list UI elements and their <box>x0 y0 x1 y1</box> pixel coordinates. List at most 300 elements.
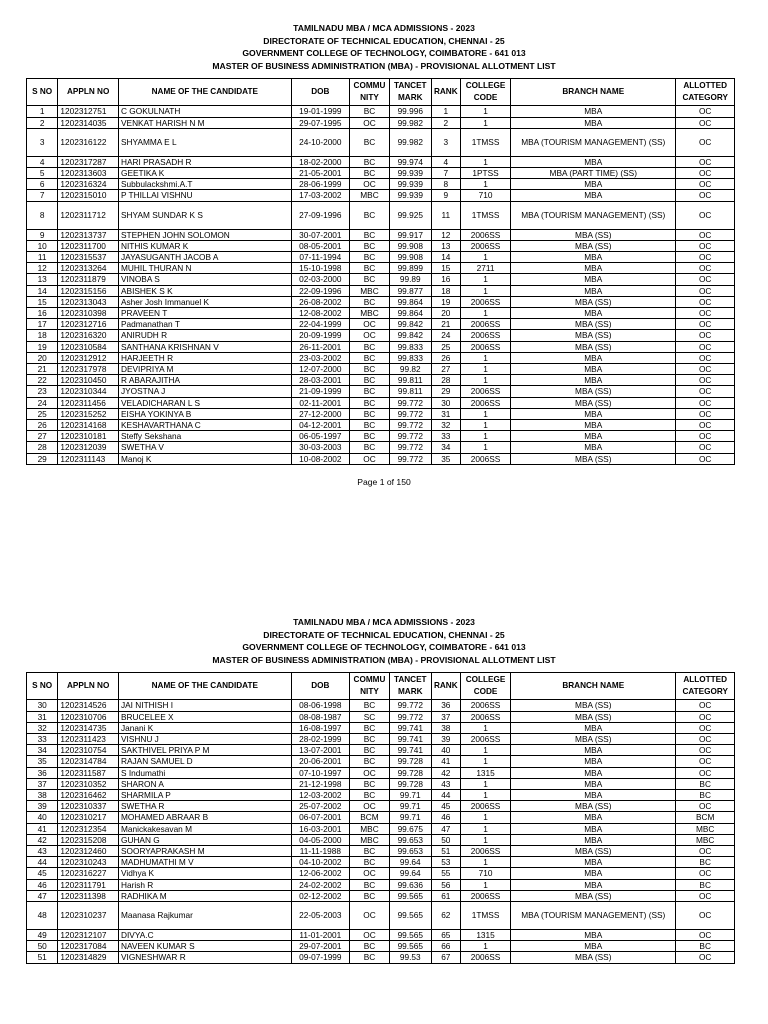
college-code-cell: 1 <box>460 252 510 263</box>
branch-name-cell: MBA (SS) <box>511 846 676 857</box>
appln-no-cell: 1202314735 <box>58 722 119 733</box>
allotted-category-cell: OC <box>676 890 735 901</box>
tancet-mark-cell: 99.565 <box>389 930 431 941</box>
rank-cell: 39 <box>431 733 460 744</box>
sno-cell: 45 <box>27 868 58 879</box>
appln-no-cell: 1202311456 <box>58 397 119 408</box>
rank-cell: 4 <box>431 156 460 167</box>
tancet-mark-cell: 99.772 <box>389 431 431 442</box>
allotment-table <box>26 78 735 464</box>
tancet-mark-cell: 99.864 <box>389 296 431 307</box>
table-row <box>27 952 735 963</box>
sno-cell: 35 <box>27 756 58 767</box>
table-row <box>27 117 735 128</box>
allotted-category-cell: BC <box>676 790 735 801</box>
tancet-mark-cell: 99.653 <box>389 846 431 857</box>
college-code-cell: 2006SS <box>460 711 510 722</box>
tancet-mark-cell: 99.917 <box>389 229 431 240</box>
appln-no-cell: 1202312039 <box>58 442 119 453</box>
community-cell: BC <box>350 252 390 263</box>
branch-name-cell: MBA (SS) <box>511 240 676 251</box>
branch-name-cell: MBA (SS) <box>511 296 676 307</box>
table-row <box>27 263 735 274</box>
branch-name-cell: MBA (SS) <box>511 453 676 464</box>
sno-cell: 13 <box>27 274 58 285</box>
tancet-mark-cell: 99.908 <box>389 252 431 263</box>
tancet-mark-cell: 99.908 <box>389 240 431 251</box>
appln-no-cell: 1202311587 <box>58 767 119 778</box>
appln-no-cell: 1202312751 <box>58 106 119 117</box>
appln-no-cell: 1202313043 <box>58 296 119 307</box>
branch-name-cell: MBA <box>511 930 676 941</box>
allotted-category-cell: OC <box>676 386 735 397</box>
tancet-mark-cell: 99.772 <box>389 700 431 711</box>
sno-cell: 46 <box>27 879 58 890</box>
branch-name-cell: MBA <box>511 823 676 834</box>
branch-name-cell: MBA <box>511 375 676 386</box>
branch-name-cell: MBA (TOURISM MANAGEMENT) (SS) <box>511 902 676 930</box>
rank-cell: 40 <box>431 745 460 756</box>
sno-cell: 25 <box>27 408 58 419</box>
table-row <box>27 756 735 767</box>
candidate-name-cell: SHYAM SUNDAR K S <box>119 201 292 229</box>
page-header <box>0 616 768 666</box>
rank-cell: 35 <box>431 453 460 464</box>
rank-cell: 11 <box>431 201 460 229</box>
sno-cell: 48 <box>27 902 58 930</box>
allotted-category-cell: OC <box>676 285 735 296</box>
tancet-mark-cell: 99.996 <box>389 106 431 117</box>
college-code-cell: 2006SS <box>460 453 510 464</box>
candidate-name-cell: NAVEEN KUMAR S <box>119 941 292 952</box>
candidate-name-cell: MOHAMED ABRAAR B <box>119 812 292 823</box>
tancet-mark-cell: 99.741 <box>389 722 431 733</box>
table-row <box>27 375 735 386</box>
table-row <box>27 397 735 408</box>
appln-no-cell: 1202310344 <box>58 386 119 397</box>
appln-no-cell: 1202310352 <box>58 778 119 789</box>
candidate-name-cell: Maanasa Rajkumar <box>119 902 292 930</box>
allotted-category-cell: OC <box>676 375 735 386</box>
community-cell: MBC <box>350 190 390 201</box>
tancet-mark-cell: 99.974 <box>389 156 431 167</box>
community-cell: MBC <box>350 308 390 319</box>
dob-cell: 10-08-2002 <box>291 453 350 464</box>
appln-no-cell: 1202310450 <box>58 375 119 386</box>
college-code-cell: 1 <box>460 857 510 868</box>
allotted-category-cell: OC <box>676 190 735 201</box>
allotted-category-cell: OC <box>676 106 735 117</box>
appln-no-cell: 1202316320 <box>58 330 119 341</box>
community-cell: BC <box>350 341 390 352</box>
column-header-branch-name: BRANCH NAME <box>511 673 676 700</box>
allotted-category-cell: OC <box>676 341 735 352</box>
table-row <box>27 801 735 812</box>
tancet-mark-cell: 99.636 <box>389 879 431 890</box>
tancet-mark-cell: 99.565 <box>389 902 431 930</box>
allotted-category-cell: OC <box>676 722 735 733</box>
community-cell: BC <box>350 229 390 240</box>
college-code-cell: 2006SS <box>460 229 510 240</box>
rank-cell: 2 <box>431 117 460 128</box>
allotted-category-cell: OC <box>676 263 735 274</box>
table-header-row <box>27 79 735 106</box>
table-row <box>27 812 735 823</box>
dob-cell: 28-03-2001 <box>291 375 350 386</box>
table-row <box>27 879 735 890</box>
sno-cell: 39 <box>27 801 58 812</box>
candidate-name-cell: SWETHA V <box>119 442 292 453</box>
appln-no-cell: 1202311712 <box>58 201 119 229</box>
dob-cell: 17-03-2002 <box>291 190 350 201</box>
rank-cell: 30 <box>431 397 460 408</box>
candidate-name-cell: MADHUMATHI M V <box>119 857 292 868</box>
college-code-cell: 1TMSS <box>460 128 510 156</box>
rank-cell: 15 <box>431 263 460 274</box>
community-cell: BC <box>350 778 390 789</box>
appln-no-cell: 1202316122 <box>58 128 119 156</box>
candidate-name-cell: SOORYAPRAKASH M <box>119 846 292 857</box>
allotted-category-cell: OC <box>676 352 735 363</box>
branch-name-cell: MBA <box>511 364 676 375</box>
table-row <box>27 128 735 156</box>
appln-no-cell: 1202314829 <box>58 952 119 963</box>
candidate-name-cell: SWETHA R <box>119 801 292 812</box>
allotted-category-cell: MBC <box>676 823 735 834</box>
appln-no-cell: 1202315208 <box>58 834 119 845</box>
branch-name-cell: MBA (SS) <box>511 801 676 812</box>
dob-cell: 22-09-1996 <box>291 285 350 296</box>
appln-no-cell: 1202313603 <box>58 167 119 178</box>
rank-cell: 20 <box>431 308 460 319</box>
community-cell: SC <box>350 711 390 722</box>
college-code-cell: 2006SS <box>460 319 510 330</box>
community-cell: BC <box>350 386 390 397</box>
table-row <box>27 341 735 352</box>
table-row <box>27 846 735 857</box>
dob-cell: 25-07-2002 <box>291 801 350 812</box>
appln-no-cell: 1202316227 <box>58 868 119 879</box>
dob-cell: 20-09-1999 <box>291 330 350 341</box>
college-code-cell: 1 <box>460 834 510 845</box>
branch-name-cell: MBA <box>511 252 676 263</box>
allotted-category-cell: BCM <box>676 812 735 823</box>
appln-no-cell: 1202310584 <box>58 341 119 352</box>
rank-cell: 50 <box>431 834 460 845</box>
tancet-mark-cell: 99.833 <box>389 341 431 352</box>
branch-name-cell: MBA <box>511 941 676 952</box>
sno-cell: 4 <box>27 156 58 167</box>
community-cell: BC <box>350 722 390 733</box>
appln-no-cell: 1202311143 <box>58 453 119 464</box>
column-header-dob: DOB <box>291 79 350 106</box>
sno-cell: 6 <box>27 179 58 190</box>
column-header-candidate-name: NAME OF THE CANDIDATE <box>119 673 292 700</box>
college-code-cell: 2711 <box>460 263 510 274</box>
appln-no-cell: 1202312716 <box>58 319 119 330</box>
college-code-cell: 1 <box>460 431 510 442</box>
table-row <box>27 190 735 201</box>
rank-cell: 9 <box>431 190 460 201</box>
dob-cell: 04-12-2001 <box>291 420 350 431</box>
community-cell: BC <box>350 167 390 178</box>
candidate-name-cell: PRAVEEN T <box>119 308 292 319</box>
sno-cell: 12 <box>27 263 58 274</box>
rank-cell: 65 <box>431 930 460 941</box>
candidate-name-cell: STEPHEN JOHN SOLOMON <box>119 229 292 240</box>
tancet-mark-cell: 99.939 <box>389 167 431 178</box>
college-code-cell: 1 <box>460 285 510 296</box>
college-code-cell: 2006SS <box>460 330 510 341</box>
community-cell: OC <box>350 801 390 812</box>
community-cell: BC <box>350 890 390 901</box>
candidate-name-cell: KESHAVARTHANA C <box>119 420 292 431</box>
tancet-mark-cell: 99.772 <box>389 408 431 419</box>
rank-cell: 1 <box>431 106 460 117</box>
tancet-mark-cell: 99.864 <box>389 308 431 319</box>
rank-cell: 14 <box>431 252 460 263</box>
appln-no-cell: 1202313264 <box>58 263 119 274</box>
candidate-name-cell: HARI PRASADH R <box>119 156 292 167</box>
candidate-name-cell: VIGNESHWAR R <box>119 952 292 963</box>
sno-cell: 7 <box>27 190 58 201</box>
branch-name-cell: MBA <box>511 408 676 419</box>
dob-cell: 04-05-2000 <box>291 834 350 845</box>
college-code-cell: 1 <box>460 179 510 190</box>
allotted-category-cell: OC <box>676 846 735 857</box>
tancet-mark-cell: 99.741 <box>389 745 431 756</box>
tancet-mark-cell: 99.71 <box>389 790 431 801</box>
dob-cell: 13-07-2001 <box>291 745 350 756</box>
allotted-category-cell: OC <box>676 711 735 722</box>
candidate-name-cell: Steffy Sekshana <box>119 431 292 442</box>
table-row <box>27 711 735 722</box>
branch-name-cell: MBA <box>511 834 676 845</box>
table-row <box>27 442 735 453</box>
table-row <box>27 364 735 375</box>
allotted-category-cell: BC <box>676 879 735 890</box>
table-row <box>27 167 735 178</box>
rank-cell: 43 <box>431 778 460 789</box>
appln-no-cell: 1202316324 <box>58 179 119 190</box>
community-cell: OC <box>350 319 390 330</box>
candidate-name-cell: GEETIKA K <box>119 167 292 178</box>
allotted-category-cell: OC <box>676 431 735 442</box>
branch-name-cell: MBA <box>511 745 676 756</box>
college-code-cell: 1 <box>460 823 510 834</box>
tancet-mark-cell: 99.811 <box>389 375 431 386</box>
candidate-name-cell: SHARON A <box>119 778 292 789</box>
branch-name-cell: MBA <box>511 868 676 879</box>
rank-cell: 12 <box>431 229 460 240</box>
college-code-cell: 1 <box>460 420 510 431</box>
community-cell: OC <box>350 453 390 464</box>
dob-cell: 07-11-1994 <box>291 252 350 263</box>
college-code-cell: 710 <box>460 190 510 201</box>
tancet-mark-cell: 99.772 <box>389 453 431 464</box>
tancet-mark-cell: 99.772 <box>389 420 431 431</box>
dob-cell: 04-10-2002 <box>291 857 350 868</box>
sno-cell: 34 <box>27 745 58 756</box>
tancet-mark-cell: 99.772 <box>389 711 431 722</box>
community-cell: MBC <box>350 823 390 834</box>
column-header-community: COMMU NITY <box>350 673 390 700</box>
community-cell: OC <box>350 330 390 341</box>
sno-cell: 2 <box>27 117 58 128</box>
allotted-category-cell: OC <box>676 868 735 879</box>
appln-no-cell: 1202317084 <box>58 941 119 952</box>
community-cell: BC <box>350 420 390 431</box>
allotted-category-cell: OC <box>676 442 735 453</box>
appln-no-cell: 1202310237 <box>58 902 119 930</box>
community-cell: BC <box>350 296 390 307</box>
college-code-cell: 1TMSS <box>460 201 510 229</box>
dob-cell: 18-02-2000 <box>291 156 350 167</box>
candidate-name-cell: JYOSTNA J <box>119 386 292 397</box>
table-row <box>27 240 735 251</box>
rank-cell: 26 <box>431 352 460 363</box>
header-line-2: DIRECTORATE OF TECHNICAL EDUCATION, CHENNAI - 25 <box>263 629 505 640</box>
sno-cell: 44 <box>27 857 58 868</box>
sno-cell: 30 <box>27 700 58 711</box>
allotment-table <box>26 672 735 963</box>
column-header-allotted-category: ALLOTTED CATEGORY <box>676 79 735 106</box>
branch-name-cell: MBA (SS) <box>511 700 676 711</box>
rank-cell: 51 <box>431 846 460 857</box>
candidate-name-cell: S Indumathi <box>119 767 292 778</box>
dob-cell: 02-11-2001 <box>291 397 350 408</box>
allotted-category-cell: OC <box>676 179 735 190</box>
community-cell: BC <box>350 106 390 117</box>
candidate-name-cell: Vidhya K <box>119 868 292 879</box>
allotted-category-cell: OC <box>676 128 735 156</box>
sno-cell: 20 <box>27 352 58 363</box>
branch-name-cell: MBA <box>511 106 676 117</box>
community-cell: MBC <box>350 834 390 845</box>
college-code-cell: 1 <box>460 106 510 117</box>
branch-name-cell: MBA (SS) <box>511 319 676 330</box>
tancet-mark-cell: 99.53 <box>389 952 431 963</box>
dob-cell: 21-05-2001 <box>291 167 350 178</box>
appln-no-cell: 1202312354 <box>58 823 119 834</box>
table-row <box>27 296 735 307</box>
table-row <box>27 790 735 801</box>
allotted-category-cell: OC <box>676 240 735 251</box>
community-cell: OC <box>350 930 390 941</box>
header-line-3: GOVERNMENT COLLEGE OF TECHNOLOGY, COIMBATORE - 641 013 <box>242 642 526 653</box>
tancet-mark-cell: 99.741 <box>389 733 431 744</box>
branch-name-cell: MBA (SS) <box>511 733 676 744</box>
tancet-mark-cell: 99.925 <box>389 201 431 229</box>
branch-name-cell: MBA <box>511 285 676 296</box>
branch-name-cell: MBA <box>511 190 676 201</box>
candidate-name-cell: Padmanathan T <box>119 319 292 330</box>
sno-cell: 14 <box>27 285 58 296</box>
table-row <box>27 201 735 229</box>
dob-cell: 09-07-1999 <box>291 952 350 963</box>
college-code-cell: 2006SS <box>460 952 510 963</box>
community-cell: BC <box>350 952 390 963</box>
column-header-college-code: COLLEGE CODE <box>460 673 510 700</box>
allotted-category-cell: OC <box>676 274 735 285</box>
table-row <box>27 319 735 330</box>
appln-no-cell: 1202314784 <box>58 756 119 767</box>
dob-cell: 11-11-1988 <box>291 846 350 857</box>
tancet-mark-cell: 99.811 <box>389 386 431 397</box>
rank-cell: 7 <box>431 167 460 178</box>
sno-cell: 21 <box>27 364 58 375</box>
table-row <box>27 930 735 941</box>
community-cell: BC <box>350 375 390 386</box>
branch-name-cell: MBA <box>511 179 676 190</box>
branch-name-cell: MBA <box>511 431 676 442</box>
rank-cell: 18 <box>431 285 460 296</box>
branch-name-cell: MBA <box>511 308 676 319</box>
college-code-cell: 1315 <box>460 930 510 941</box>
table-row <box>27 778 735 789</box>
allotted-category-cell: OC <box>676 201 735 229</box>
tancet-mark-cell: 99.71 <box>389 812 431 823</box>
rank-cell: 47 <box>431 823 460 834</box>
appln-no-cell: 1202314526 <box>58 700 119 711</box>
sno-cell: 31 <box>27 711 58 722</box>
dob-cell: 21-12-1998 <box>291 778 350 789</box>
sno-cell: 40 <box>27 812 58 823</box>
column-header-sno: S NO <box>27 673 58 700</box>
tancet-mark-cell: 99.728 <box>389 778 431 789</box>
rank-cell: 66 <box>431 941 460 952</box>
document-page-1 <box>0 22 768 487</box>
college-code-cell: 1 <box>460 879 510 890</box>
appln-no-cell: 1202312912 <box>58 352 119 363</box>
college-code-cell: 710 <box>460 868 510 879</box>
sno-cell: 33 <box>27 733 58 744</box>
tancet-mark-cell: 99.833 <box>389 352 431 363</box>
sno-cell: 3 <box>27 128 58 156</box>
header-line-3: GOVERNMENT COLLEGE OF TECHNOLOGY, COIMBATORE - 641 013 <box>242 48 526 59</box>
sno-cell: 29 <box>27 453 58 464</box>
dob-cell: 22-05-2003 <box>291 902 350 930</box>
branch-name-cell: MBA <box>511 778 676 789</box>
tancet-mark-cell: 99.842 <box>389 319 431 330</box>
rank-cell: 33 <box>431 431 460 442</box>
dob-cell: 12-07-2000 <box>291 364 350 375</box>
college-code-cell: 1 <box>460 745 510 756</box>
candidate-name-cell: VISHNU J <box>119 733 292 744</box>
dob-cell: 30-03-2003 <box>291 442 350 453</box>
community-cell: MBC <box>350 285 390 296</box>
rank-cell: 21 <box>431 319 460 330</box>
appln-no-cell: 1202310181 <box>58 431 119 442</box>
candidate-name-cell: MUHIL THURAN N <box>119 263 292 274</box>
community-cell: BC <box>350 733 390 744</box>
sno-cell: 49 <box>27 930 58 941</box>
branch-name-cell: MBA <box>511 117 676 128</box>
allotted-category-cell: OC <box>676 756 735 767</box>
college-code-cell: 1 <box>460 442 510 453</box>
rank-cell: 61 <box>431 890 460 901</box>
college-code-cell: 1 <box>460 117 510 128</box>
rank-cell: 37 <box>431 711 460 722</box>
header-line-1: TAMILNADU MBA / MCA ADMISSIONS - 2023 <box>293 617 475 627</box>
candidate-name-cell: NITHIS KUMAR K <box>119 240 292 251</box>
table-row <box>27 179 735 190</box>
candidate-name-cell: HARJEETH R <box>119 352 292 363</box>
appln-no-cell: 1202314035 <box>58 117 119 128</box>
sno-cell: 51 <box>27 952 58 963</box>
appln-no-cell: 1202315537 <box>58 252 119 263</box>
sno-cell: 9 <box>27 229 58 240</box>
